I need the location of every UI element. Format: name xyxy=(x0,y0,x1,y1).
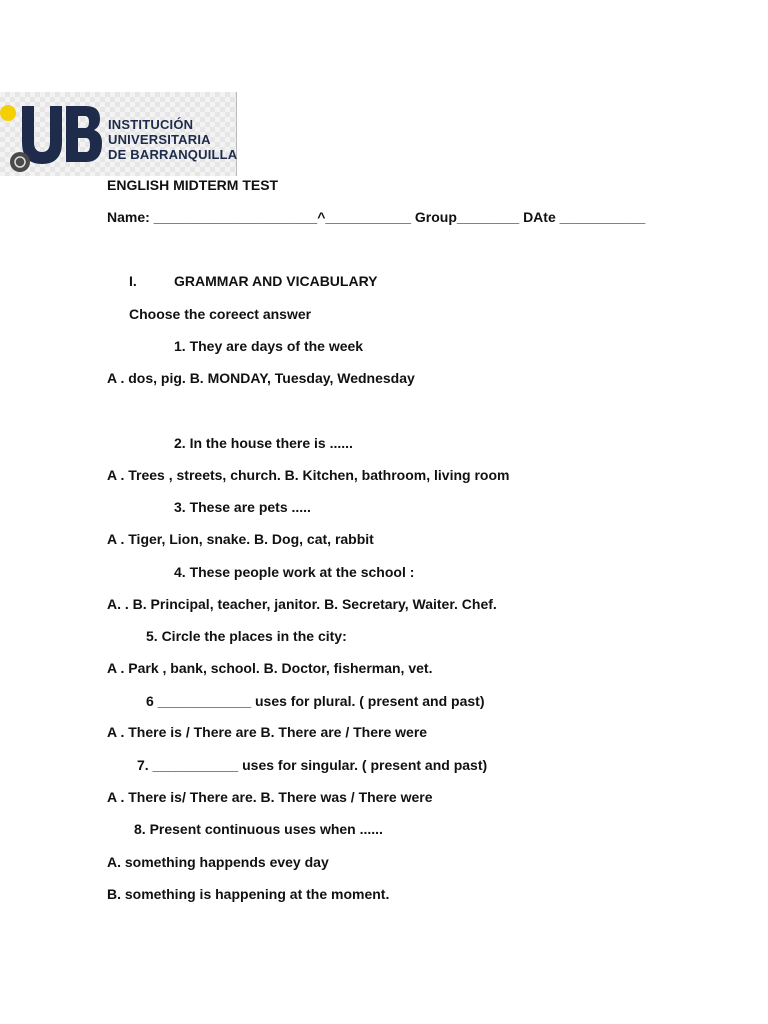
question-6-options: A . There is / There are B. There are / There were xyxy=(107,724,428,740)
question-8-option-b: B. something is happening at the moment. xyxy=(107,886,390,902)
question-8-option-a: A. something happends evey day xyxy=(107,854,329,870)
logo-line-3: DE BARRANQUILLA xyxy=(108,147,238,162)
question-3-label: 3. These are pets ..... xyxy=(174,499,311,515)
logo-wordmark xyxy=(108,117,237,162)
section-title: GRAMMAR AND VICABULARY xyxy=(174,273,378,289)
section-heading xyxy=(129,272,378,290)
question-4-label: 4. These people work at the school : xyxy=(174,564,415,580)
university-logo xyxy=(0,92,237,176)
logo-line-2: UNIVERSITARIA xyxy=(108,132,211,147)
question-3-options: A . Tiger, Lion, snake. B. Dog, cat, rabbit xyxy=(107,531,374,547)
question-8-label: 8. Present continuous uses when ...... xyxy=(134,821,383,837)
name-group-date-line: Name: _____________________^___________ Group________ DAte ___________ xyxy=(107,209,646,225)
question-5-label: 5. Circle the places in the city: xyxy=(146,628,347,644)
question-6-label: 6 ____________ uses for plural. ( present and past) xyxy=(146,693,485,709)
question-2-label: 2. In the house there is ...... xyxy=(174,435,353,451)
question-4-options: A. . B. Principal, teacher, janitor. B. Secretary, Waiter. Chef. xyxy=(107,596,497,612)
question-1-options: A . dos, pig. B. MONDAY, Tuesday, Wednesday xyxy=(107,370,415,386)
section-number: I. xyxy=(129,273,137,289)
question-7-options: A . There is/ There are. B. There was / There were xyxy=(107,789,433,805)
question-7-label: 7. ___________ uses for singular. ( present and past) xyxy=(137,757,488,773)
test-title: ENGLISH MIDTERM TEST xyxy=(107,177,279,193)
question-5-options: A . Park , bank, school. B. Doctor, fisherman, vet. xyxy=(107,660,433,676)
logo-line-1: INSTITUCIÓN xyxy=(108,117,194,132)
section-instruction: Choose the coreect answer xyxy=(129,306,312,322)
ub-logo-mark-icon xyxy=(0,92,108,176)
question-2-options: A . Trees , streets, church. B. Kitchen, bathroom, living room xyxy=(107,467,510,483)
question-1-label: 1. They are days of the week xyxy=(174,338,364,354)
